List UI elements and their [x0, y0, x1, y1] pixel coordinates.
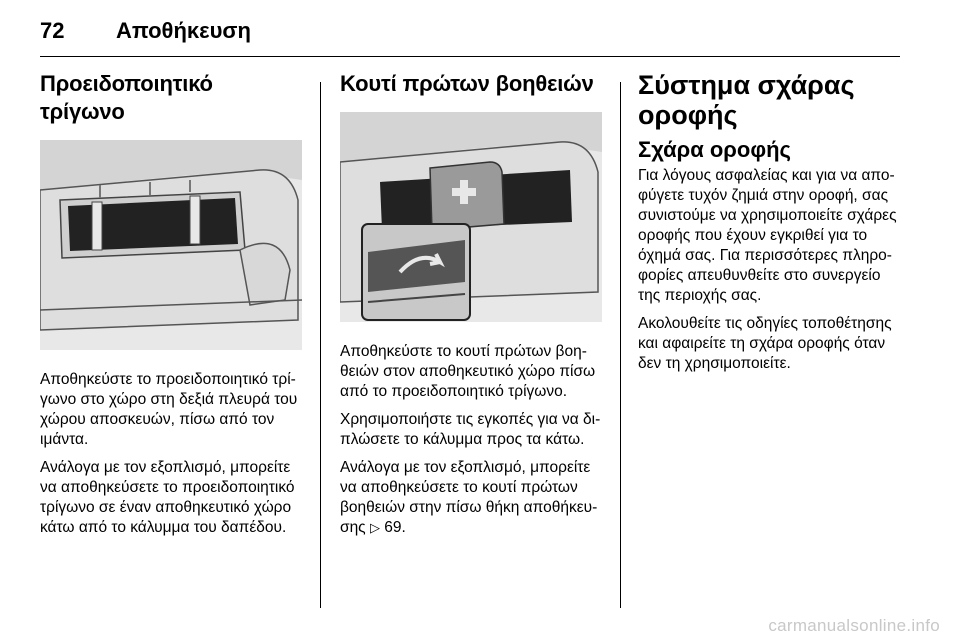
- first-aid-kit-image: [340, 112, 602, 322]
- heading-first-aid: Κουτί πρώτων βοηθειών: [340, 71, 594, 96]
- paragraph: Ακολουθείτε τις οδηγίες τοποθέτησης και αφαιρείτε τη σχάρα οροφής όταν δεν τη χρησιμοποιείτε.: [638, 315, 892, 372]
- paragraph: Ανάλογα με τον εξοπλισμό, μπορείτε να αποθηκεύσετε το προειδοποιητικό τρίγωνο σε έναν αποθηκευτικό χώρο κάτω από το κάλυμμα του δαπέδου.: [40, 459, 295, 536]
- paragraph: Αποθηκεύστε το προειδοποιητικό τρί- γωνο στο χώρο στη δεξιά πλευρά του χώρου αποσκευών, πίσω από τον ιμάντα.: [40, 371, 298, 448]
- section-title: Αποθήκευση: [116, 18, 251, 43]
- paragraph: Χρησιμοποιήστε τις εγκοπές για να δι- πλώσετε το κάλυμμα προς τα κάτω.: [340, 411, 601, 448]
- triangle-right-icon: ▷: [369, 520, 380, 535]
- xref-text: Ανάλογα με τον εξοπλισμό, μπορείτε να αποθηκεύσετε το κουτί πρώτων βοηθειών στην πίσω θήκη αποθήκευ- σης: [340, 459, 598, 536]
- column-warning-triangle: [40, 70, 302, 546]
- subheading-roof-rack: Σχάρα οροφής: [638, 137, 791, 162]
- illustration-warning-triangle: [40, 140, 302, 350]
- paragraph-xref: [340, 458, 602, 538]
- illustration-first-aid-kit: [340, 112, 602, 322]
- column-divider: [620, 82, 621, 608]
- header-rule: [40, 56, 900, 57]
- page-number: 72: [40, 18, 65, 43]
- column-first-aid: [340, 70, 602, 546]
- heading-roof-rack-system: Σύστημα σχάρας οροφής: [638, 70, 855, 130]
- column-divider: [320, 82, 321, 608]
- page-header: [40, 14, 920, 50]
- watermark: carmanualsonline.info: [768, 616, 940, 635]
- column-roof-rack: [638, 70, 902, 382]
- heading-warning-triangle: Προειδοποιητικό τρίγωνο: [40, 71, 213, 124]
- xref-page-link[interactable]: 69.: [384, 519, 406, 536]
- trunk-side-panel-image: [40, 140, 302, 350]
- paragraph: Για λόγους ασφαλείας και για να απο- φύγετε τυχόν ζημιά στην οροφή, σας συνιστούμε να χρησιμοποιείτε σχάρες οροφής που έχουν εγκριθεί για το όχημά σας. Για περισσότερες πληρο- φορίες απευθυνθείτε στο συνεργείο της περιοχής σας.: [638, 167, 897, 304]
- paragraph: Αποθηκεύστε το κουτί πρώτων βοη- θειών στον αποθηκευτικό χώρο πίσω από το προειδοποιητικό τρίγωνο.: [340, 343, 596, 400]
